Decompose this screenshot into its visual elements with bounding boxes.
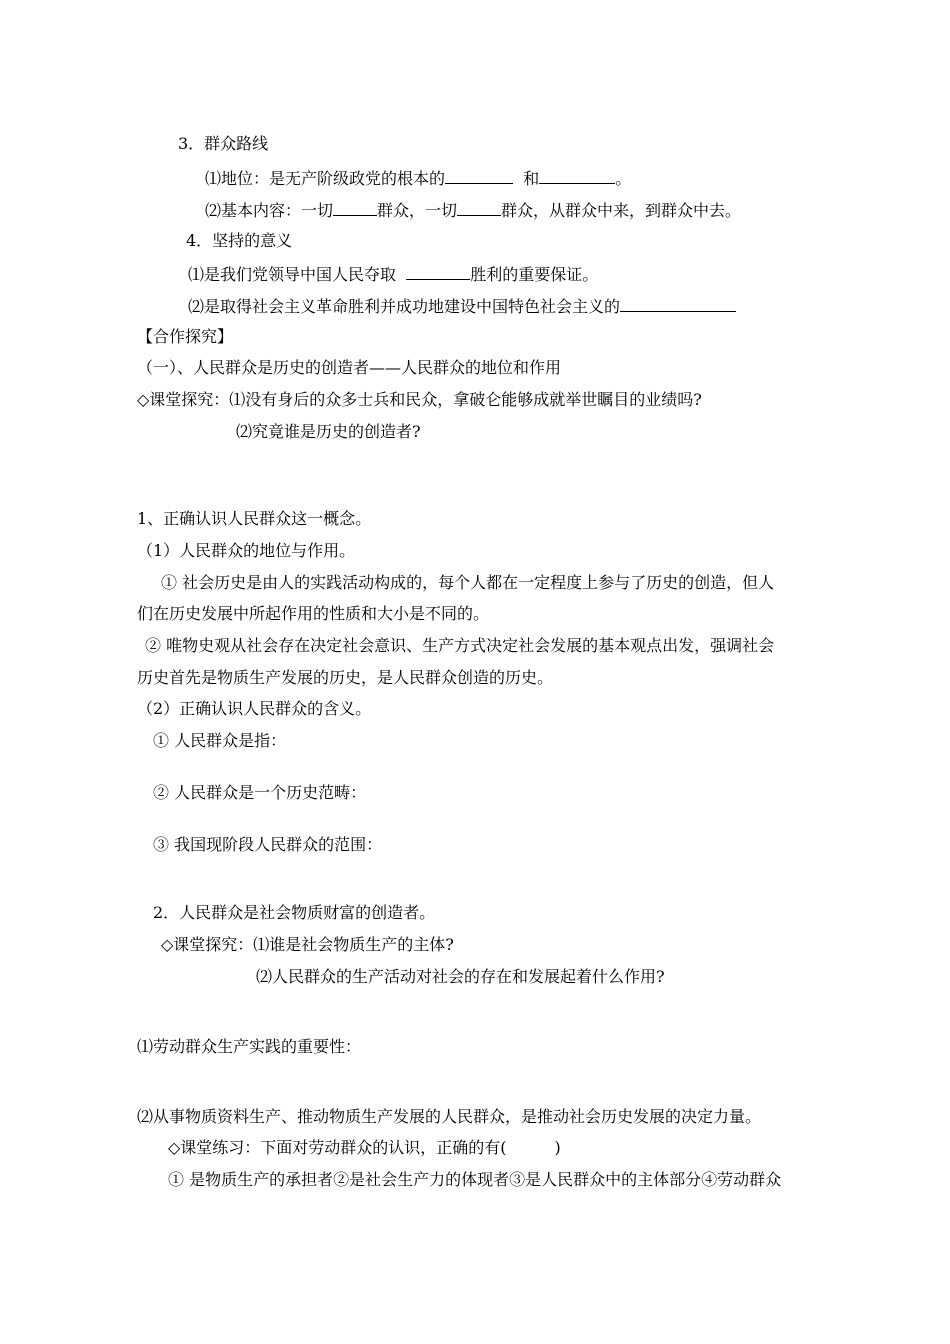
wealth-point-1: ⑴劳动群众生产实践的重要性：: [137, 1037, 362, 1056]
fill-blank[interactable]: [333, 199, 377, 216]
status-prefix: ⑴地位：是无产阶级政党的根本的: [205, 169, 446, 188]
fill-blank[interactable]: [539, 167, 615, 184]
mass-line-heading: 3．群众路线: [178, 134, 269, 153]
explore-question-2: ⑵究竟谁是历史的创造者?: [236, 422, 421, 441]
significance-heading: 4．坚持的意义: [186, 231, 293, 250]
item1-prefix: ⑴是我们党领导中国人民夺取: [188, 265, 397, 284]
mass-line-status: [205, 167, 631, 190]
item1-end: 胜利的重要保证。: [470, 265, 599, 284]
concept-sub-1: （1）人民群众的地位与作用。: [137, 541, 356, 560]
status-and: 和: [523, 169, 540, 188]
content-end: 群众，从群众中来，到群众中去。: [501, 201, 742, 220]
wealth-explore-1: ◇课堂探究：⑴谁是社会物质生产的主体?: [161, 935, 454, 954]
concept-heading: 1、正确认识人民群众这一概念。: [137, 509, 372, 528]
concept-p2-line2: 历史首先是物质生产发展的历史，是人民群众创造的历史。: [137, 668, 554, 687]
concept-p1-line2: 们在历史发展中所起作用的性质和大小是不同的。: [137, 604, 490, 623]
wealth-explore-2: ⑵人民群众的生产活动对社会的存在和发展起着什么作用?: [256, 967, 665, 986]
cooperation-heading: 【合作探究】: [137, 327, 234, 346]
mass-line-content: [205, 199, 741, 222]
fill-blank[interactable]: [620, 295, 736, 312]
item2-text: ⑵是取得社会主义革命胜利并成功地建设中国特色社会主义的: [188, 297, 621, 316]
concept-p2-line1: ② 唯物史观从社会存在决定社会意识、生产方式决定社会发展的基本观点出发，强调社会: [145, 636, 775, 655]
concept-sub-2: （2）正确认识人民群众的含义。: [137, 699, 372, 718]
meaning-3: ③ 我国现阶段人民群众的范围：: [153, 835, 383, 854]
significance-item-1: [188, 263, 598, 286]
meaning-1: ① 人民群众是指：: [153, 731, 287, 750]
fill-blank[interactable]: [406, 263, 470, 280]
wealth-heading: 2．人民群众是社会物质财富的创造者。: [153, 903, 436, 922]
wealth-point-2: ⑵从事物质资料生产、推动物质生产发展的人民群众，是推动社会历史发展的决定力量。: [137, 1107, 762, 1126]
significance-item-2: [188, 295, 736, 318]
meaning-2: ② 人民群众是一个历史范畴：: [153, 783, 367, 802]
status-end: 。: [615, 169, 632, 188]
content-prefix: ⑵基本内容：一切: [205, 201, 334, 220]
practice-options: ① 是物质生产的承担者②是社会生产力的体现者③是人民群众中的主体部分④劳动群众: [168, 1170, 782, 1189]
practice-question: ◇课堂练习：下面对劳动群众的认识，正确的有( ): [168, 1138, 561, 1157]
fill-blank[interactable]: [457, 199, 501, 216]
explore-question-1: ◇课堂探究：⑴没有身后的众多士兵和民众，拿破仑能够成就举世瞩目的业绩吗?: [137, 390, 702, 409]
section-1-title: （一）、人民群众是历史的创造者——人民群众的地位和作用: [137, 358, 562, 377]
fill-blank[interactable]: [445, 167, 513, 184]
content-mid: 群众，一切: [377, 201, 458, 220]
concept-p1-line1: ① 社会历史是由人的实践活动构成的，每个人都在一定程度上参与了历史的创造，但人: [161, 573, 775, 592]
